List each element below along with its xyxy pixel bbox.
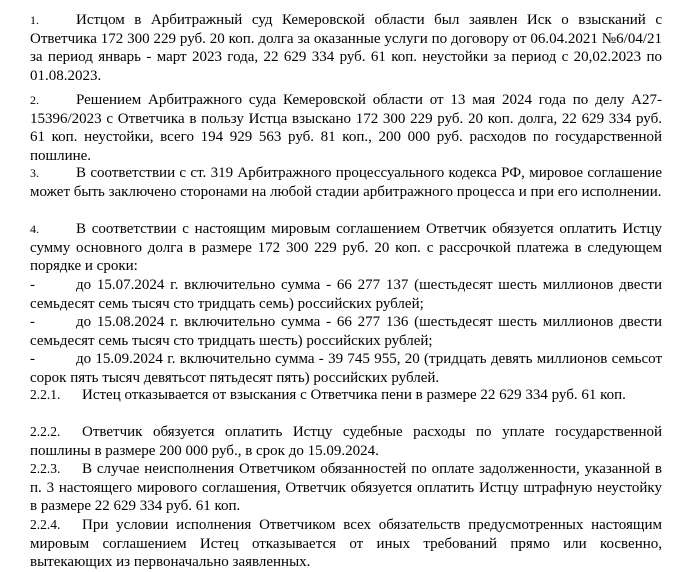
paragraph-number: 2.2.4. — [30, 517, 61, 532]
installment-text: до 15.09.2024 г. включительно сумма - 39 745 955, 20 (тридцать девять миллионов семьсот сорок пять тысяч девятьсот пятьдесят пять) российских рублей. — [30, 351, 662, 386]
paragraph-number: 3. — [30, 166, 39, 180]
paragraph-2 — [30, 91, 662, 165]
paragraph-3 — [30, 164, 662, 201]
paragraph-text: Ответчик обязуется оплатить Истцу судебные расходы по уплате государственной пошлины в размере 200 000 руб., в срок до 15.09.2024. — [30, 424, 662, 459]
paragraph-number: 1. — [30, 13, 39, 27]
list-dash: - — [30, 314, 35, 330]
installment-text: до 15.08.2024 г. включительно сумма - 66 277 136 (шестьдесят шесть миллионов двести семьдесят семь тысяч сто тридцать шесть) российских рублей; — [30, 314, 662, 349]
paragraph-2-2-1 — [30, 386, 662, 405]
paragraph-2-2-4 — [30, 516, 662, 572]
paragraph-2-2-3 — [30, 460, 662, 516]
paragraph-text: В соответствии с ст. 319 Арбитражного процессуального кодекса РФ, мировое соглашение может быть заключено сторонами на любой стадии арбитражного процесса и при его исполнении. — [30, 165, 662, 200]
paragraph-number: 2.2.3. — [30, 461, 61, 476]
paragraph-number: 2.2.2. — [30, 424, 61, 439]
paragraph-number: 2. — [30, 93, 39, 107]
list-dash: - — [30, 277, 35, 293]
installment-text: до 15.07.2024 г. включительно сумма - 66 277 137 (шестьдесят шесть миллионов двести семьдесят семь тысяч сто тридцать семь) российских рублей; — [30, 277, 662, 312]
paragraph-text: Истец отказывается от взыскания с Ответчика пени в размере 22 629 334 руб. 61 коп. — [82, 387, 626, 403]
paragraph-4 — [30, 220, 662, 276]
installment-item-1 — [30, 276, 662, 313]
list-dash: - — [30, 351, 35, 367]
paragraph-1 — [30, 11, 662, 85]
installment-item-3 — [30, 350, 662, 387]
installment-item-2 — [30, 313, 662, 350]
paragraph-text: При условии исполнения Ответчиком всех обязательств предусмотренных настоящим мировым соглашением Истец отказывается от иных требований прямо или косвенно, вытекающих из первоначально заявленных. — [30, 517, 662, 570]
paragraph-text: Истцом в Арбитражный суд Кемеровской области был заявлен Иск о взысканий с Ответчика 172 300 229 руб. 20 коп. долга за оказанные услуги по договору от 06.04.2021 №6/04/21 за период январь - март 2023 года, 22 629 334 руб. 61 коп. неустойки за период с 20,02.2023 по 01.08.2023. — [30, 12, 662, 84]
paragraph-number: 2.2.1. — [30, 387, 61, 402]
paragraph-2-2-2 — [30, 423, 662, 460]
paragraph-number: 4. — [30, 222, 39, 236]
paragraph-text: Решением Арбитражного суда Кемеровской области от 13 мая 2024 года по делу А27- 15396/2023 с Ответчика в пользу Истца взыскано 172 300 229 руб. 20 коп. долга, 22 629 334 руб. 61 коп. неустойки, всего 194 929 563 руб. 81 коп., 200 000 руб. расходов по государственной пошлине. — [30, 92, 662, 164]
paragraph-text: В соответствии с настоящим мировым соглашением Ответчик обязуется оплатить Истцу сумму основного долга в размере 172 300 229 руб. 20 коп. с рассрочкой платежа в следующем порядке и сроки: — [30, 221, 662, 274]
paragraph-text: В случае неисполнения Ответчиком обязанностей по оплате задолженности, указанной в п. 3 настоящего мирового соглашения, Ответчик обязуется оплатить Истцу штрафную неустойку в размере 22 629 334 руб. 61 коп. — [30, 461, 662, 514]
